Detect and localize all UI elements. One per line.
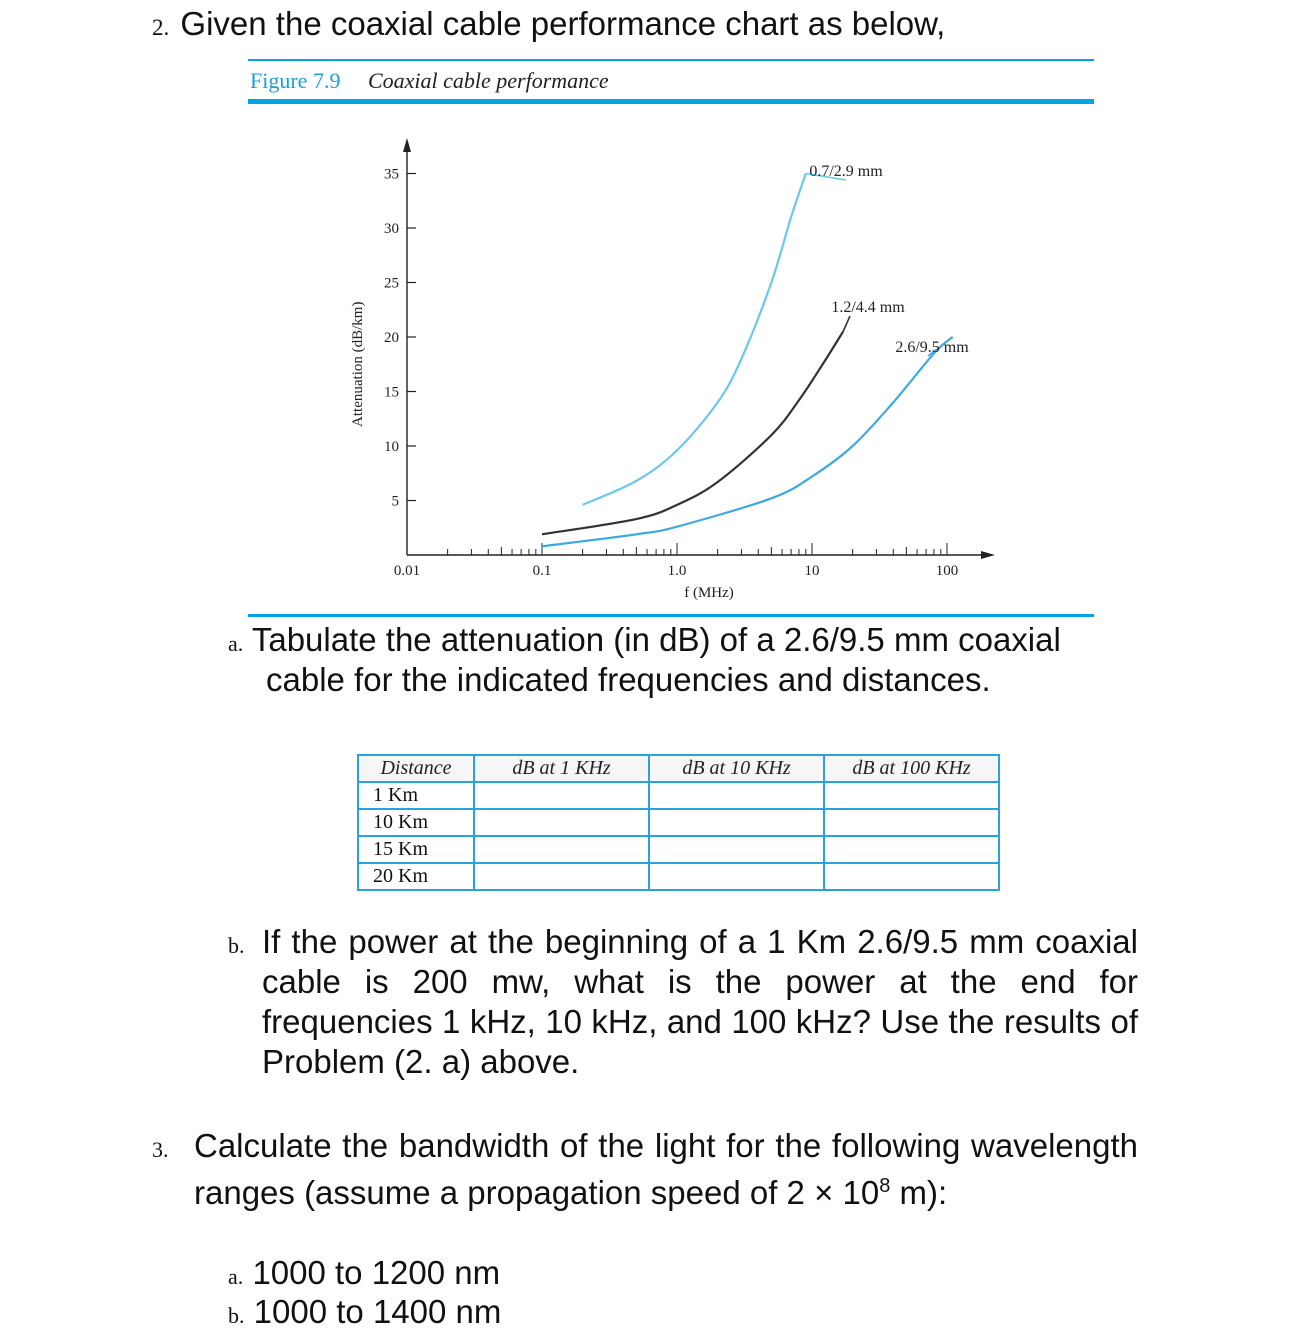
chart-labels [350, 163, 969, 601]
distance-cell: 20 Km [358, 863, 474, 890]
series-0-7-2-9-mm-line [583, 174, 806, 505]
header-db-1khz: dB at 1 KHz [474, 755, 649, 782]
figure-label: Figure 7.9 [250, 68, 341, 93]
header-db-100khz: dB at 100 KHz [824, 755, 999, 782]
figure-title: Coaxial cable performance [367, 68, 609, 93]
distance-cell: 10 Km [358, 809, 474, 836]
attenuation-table [357, 754, 1000, 891]
series-label-2-6-9-5-mm: 2.6/9.5 mm [895, 339, 969, 356]
part-a-letter: a. [228, 631, 244, 656]
answer-cell[interactable] [474, 782, 649, 809]
answer-cell[interactable] [474, 863, 649, 890]
answer-cell[interactable] [474, 809, 649, 836]
x-tick-label: 1.0 [667, 563, 687, 579]
table-row [358, 809, 999, 836]
part-b-letter: b. [228, 933, 245, 958]
answer-cell[interactable] [649, 809, 824, 836]
y-tick-label: 20 [384, 330, 399, 346]
table-row [358, 782, 999, 809]
question-3-number-wrap [152, 1126, 169, 1170]
answer-cell[interactable] [649, 782, 824, 809]
x-tick-label: 100 [935, 563, 959, 579]
y-tick-label: 15 [384, 384, 399, 401]
series-2-6-9-5-mm-line [542, 337, 953, 546]
table-header-row [358, 755, 999, 782]
question-3-exponent: 8 [879, 1175, 891, 1197]
y-tick-label: 5 [391, 493, 399, 510]
answer-cell[interactable] [649, 863, 824, 890]
question-3-number: 3. [152, 1137, 169, 1162]
answer-cell[interactable] [824, 809, 999, 836]
x-tick-label: 0.01 [393, 563, 421, 579]
x-axis-label: f (MHz) [684, 585, 734, 601]
distance-cell: 15 Km [358, 836, 474, 863]
question-3-item-b [228, 1292, 501, 1336]
answer-cell[interactable] [824, 782, 999, 809]
item-a-text: 1000 to 1200 nm [252, 1254, 501, 1291]
y-tick-label: 25 [384, 275, 399, 292]
y-axis-arrow [403, 138, 411, 152]
chart-series [542, 174, 953, 547]
series-leader-1-2-4-4-mm [843, 316, 850, 332]
answer-cell[interactable] [649, 836, 824, 863]
part-a-line1: Tabulate the attenuation (in dB) of a 2.6/9.5 mm coaxial [251, 621, 1061, 658]
table-row [358, 836, 999, 863]
table-row [358, 863, 999, 890]
x-axis-arrow [981, 551, 995, 559]
y-axis-label: Attenuation (dB/km) [350, 301, 366, 427]
item-a-letter: a. [228, 1264, 244, 1289]
x-tick-label: 0.1 [532, 563, 552, 579]
x-tick-label: 10 [804, 563, 820, 579]
part-b-text: If the power at the beginning of a 1 Km 2.6/9.5 mm coaxial cable is 200 mw, what is the power at the end for frequencies 1 kHz, 10 kHz, and 100 kHz? Use the results of Problem (2. a) above. [262, 923, 1138, 1080]
question-2-text: Given the coaxial cable performance chart as below, [180, 5, 946, 42]
question-3-text [194, 1126, 1138, 1213]
figure-bottom-rule [248, 614, 1094, 617]
header-db-10khz: dB at 10 KHz [649, 755, 824, 782]
part-a [228, 620, 1061, 664]
distance-cell: 1 Km [358, 782, 474, 809]
part-a-line2: cable for the indicated frequencies and distances. [266, 661, 991, 698]
y-tick-label: 10 [384, 439, 399, 455]
item-b-letter: b. [228, 1303, 245, 1328]
chart-ticks [407, 174, 947, 556]
item-b-text: 1000 to 1400 nm [253, 1293, 502, 1330]
part-b-letter-wrap [228, 922, 245, 966]
answer-cell[interactable] [824, 863, 999, 890]
series-label-0-7-2-9-mm: 0.7/2.9 mm [809, 163, 883, 180]
y-tick-label: 30 [384, 221, 399, 237]
attenuation-chart [0, 0, 1290, 620]
header-distance: Distance [358, 755, 474, 782]
y-tick-label: 35 [384, 166, 399, 183]
answer-cell[interactable] [824, 836, 999, 863]
series-label-1-2-4-4-mm: 1.2/4.4 mm [831, 299, 905, 316]
question-3-text-main: Calculate the bandwidth of the light for the following wavelength ranges (assume a propagation speed of 2 × 10 [194, 1127, 1138, 1211]
question-3-item-a [228, 1253, 500, 1297]
answer-cell[interactable] [474, 836, 649, 863]
question-3-text-end: m): [890, 1174, 948, 1211]
question-2-number: 2. [152, 15, 170, 40]
